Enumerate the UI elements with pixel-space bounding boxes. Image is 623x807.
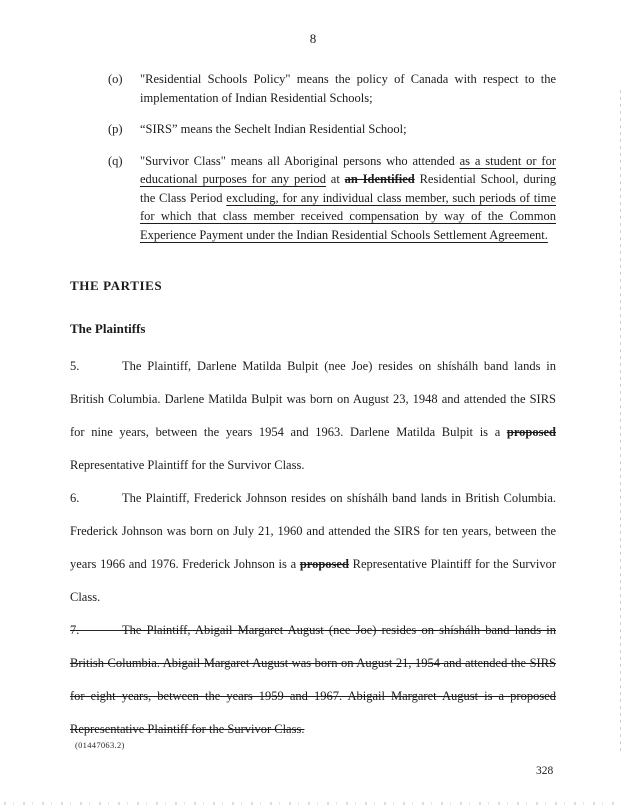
- paragraph-7-struck: [70, 614, 556, 746]
- page-number: 8: [309, 31, 317, 46]
- paragraph-5: [70, 350, 556, 482]
- numbered-paragraphs: [70, 350, 556, 746]
- definition-item-o: [108, 70, 556, 107]
- definition-item-p: [108, 120, 556, 139]
- section-heading-the-parties: THE PARTIES: [70, 278, 163, 293]
- page-content: [70, 0, 556, 746]
- scan-artifact-right-edge: [620, 90, 621, 752]
- definition-segment: "Residential Schools Policy" means the policy of Canada with respect to the implementation of Indian Residential Schools;: [140, 72, 556, 105]
- definition-label: (o): [108, 72, 123, 86]
- subsection-heading-the-plaintiffs: The Plaintiffs: [70, 321, 146, 336]
- definition-segment: Residential School, during the Class Period: [140, 172, 556, 205]
- paragraph-number-struck: 7.: [70, 614, 122, 647]
- definition-segment: "Survivor Class" means all Aboriginal persons who attended: [140, 153, 460, 168]
- definition-label: (q): [108, 153, 123, 168]
- paragraph-number: 5.: [70, 359, 80, 373]
- paragraph-segment-struck: proposed: [299, 557, 349, 571]
- paragraph-6: [70, 482, 556, 614]
- scan-artifact-bottom-noise: [4, 802, 619, 805]
- paragraph-number: 6.: [70, 491, 80, 505]
- document-file-reference: (01447063.2): [75, 740, 125, 750]
- definition-text: [140, 70, 556, 107]
- definition-segment-underlined: excluding, for any individual class member, such periods of time for which that class member received compensation by way of the Common Experience Payment under the Indian Residential Schools Settlement Agreement.: [140, 190, 556, 242]
- definition-label: (p): [108, 122, 123, 136]
- definition-segment: at: [325, 172, 345, 186]
- definition-segment-underlined: as a student or for educational purposes for any period: [140, 153, 556, 186]
- paragraph-segment: The Plaintiff, Frederick Johnson resides on shíshálh band lands in British Columbia. Frederick Johnson was born on July 21, 1960 and attended the SIRS for ten years, between the years 1966 and 1976. Frederick Johnson is a: [70, 491, 556, 571]
- page-stamp-number: 328: [536, 765, 554, 777]
- definition-text: [140, 120, 556, 139]
- definition-text: [140, 152, 556, 245]
- definitions-list: [108, 70, 556, 244]
- paragraph-segment: The Plaintiff, Darlene Matilda Bulpit (nee Joe) resides on shíshálh band lands in British Columbia. Darlene Matilda Bulpit was born on August 23, 1948 and attended the SIRS for nine years, between the years 1954 and 1963. Darlene Matilda Bulpit is a: [70, 359, 556, 439]
- definition-segment-struck: an Identified: [344, 172, 415, 186]
- definition-item-q: [108, 152, 556, 245]
- definition-segment: “SIRS” means the Sechelt Indian Residential School;: [140, 122, 407, 136]
- paragraph-segment: Representative Plaintiff for the Survivor Class.: [70, 557, 556, 604]
- paragraph-segment-struck: The Plaintiff, Abigail Margaret August (nee Joe) resides on shíshálh band lands in British Columbia. Abigail Margaret August was born on August 21, 1954 and attended the SIRS for eight years, between the years 1959 and 1967. Abigail Margaret August is a proposed Representative Plaintiff for the Survivor Class.: [70, 623, 556, 736]
- paragraph-segment-struck: proposed: [506, 425, 556, 439]
- paragraph-segment: Representative Plaintiff for the Survivor Class.: [70, 458, 305, 472]
